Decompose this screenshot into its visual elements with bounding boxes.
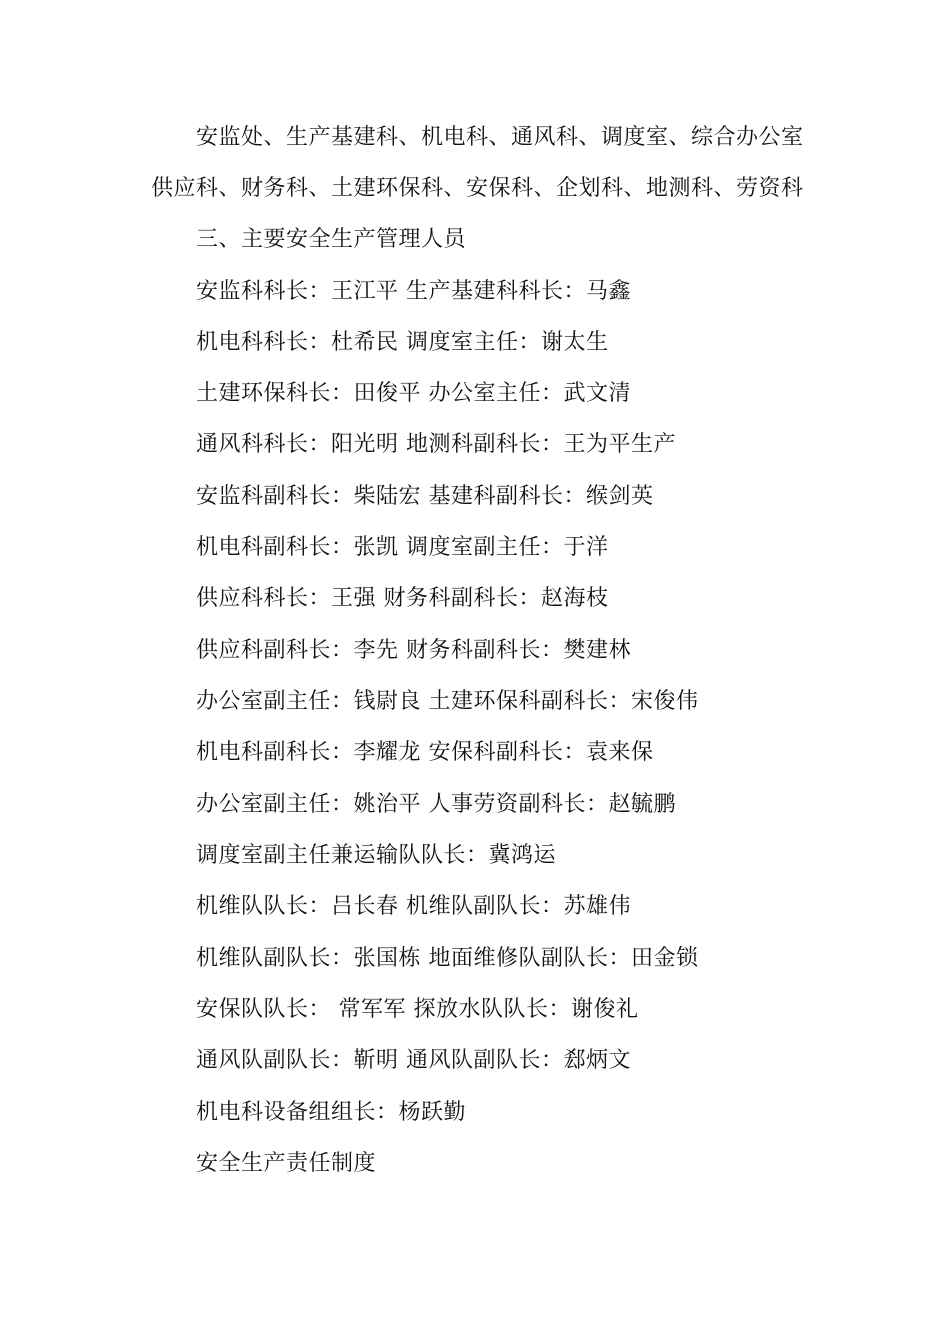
personnel-line: 通风队副队长：靳明 通风队副队长：郄炳文: [196, 1048, 631, 1073]
personnel-line: 安监科副科长：柴陆宏 基建科副科长：缑剑英: [196, 484, 654, 509]
personnel-line: 土建环保科长：田俊平 办公室主任：武文清: [196, 381, 631, 406]
personnel-line: 安保队队长： 常军军 探放水队队长：谢俊礼: [196, 997, 639, 1022]
personnel-line: 机电科科长：杜希民 调度室主任：谢太生: [196, 330, 609, 355]
personnel-line: 机电科副科长：张凯 调度室副主任：于洋: [196, 535, 609, 560]
personnel-line: 办公室副主任：姚治平 人事劳资副科长：赵毓鹏: [196, 792, 676, 817]
personnel-line: 机维队队长：吕长春 机维队副队长：苏雄伟: [196, 894, 631, 919]
paragraph-departments-line-1: 安监处、生产基建科、机电科、通风科、调度室、综合办公室: [196, 125, 804, 150]
paragraph-departments-line-2: 供应科、财务科、土建环保科、安保科、企划科、地测科、劳资科: [151, 176, 804, 201]
personnel-line: 办公室副主任：钱尉良 土建环保科副科长：宋俊伟: [196, 689, 699, 714]
personnel-line: 机电科副科长：李耀龙 安保科副科长：袁来保: [196, 740, 654, 765]
section-title: 安全生产责任制度: [196, 1151, 377, 1176]
personnel-line: 调度室副主任兼运输队队长：冀鸿运: [196, 843, 557, 868]
section-heading: 三、主要安全生产管理人员: [196, 227, 467, 252]
personnel-line: 机电科设备组组长：杨跃勤: [196, 1100, 467, 1125]
personnel-line: 机维队副队长：张国栋 地面维修队副队长：田金锁: [196, 946, 699, 971]
personnel-line: 供应科科长：王强 财务科副科长：赵海枝: [196, 586, 609, 611]
personnel-line: 通风科科长：阳光明 地测科副科长：王为平生产: [196, 432, 676, 457]
personnel-line: 安监科科长：王江平 生产基建科科长：马鑫: [196, 279, 631, 304]
personnel-line: 供应科副科长：李先 财务科副科长：樊建林: [196, 638, 631, 663]
